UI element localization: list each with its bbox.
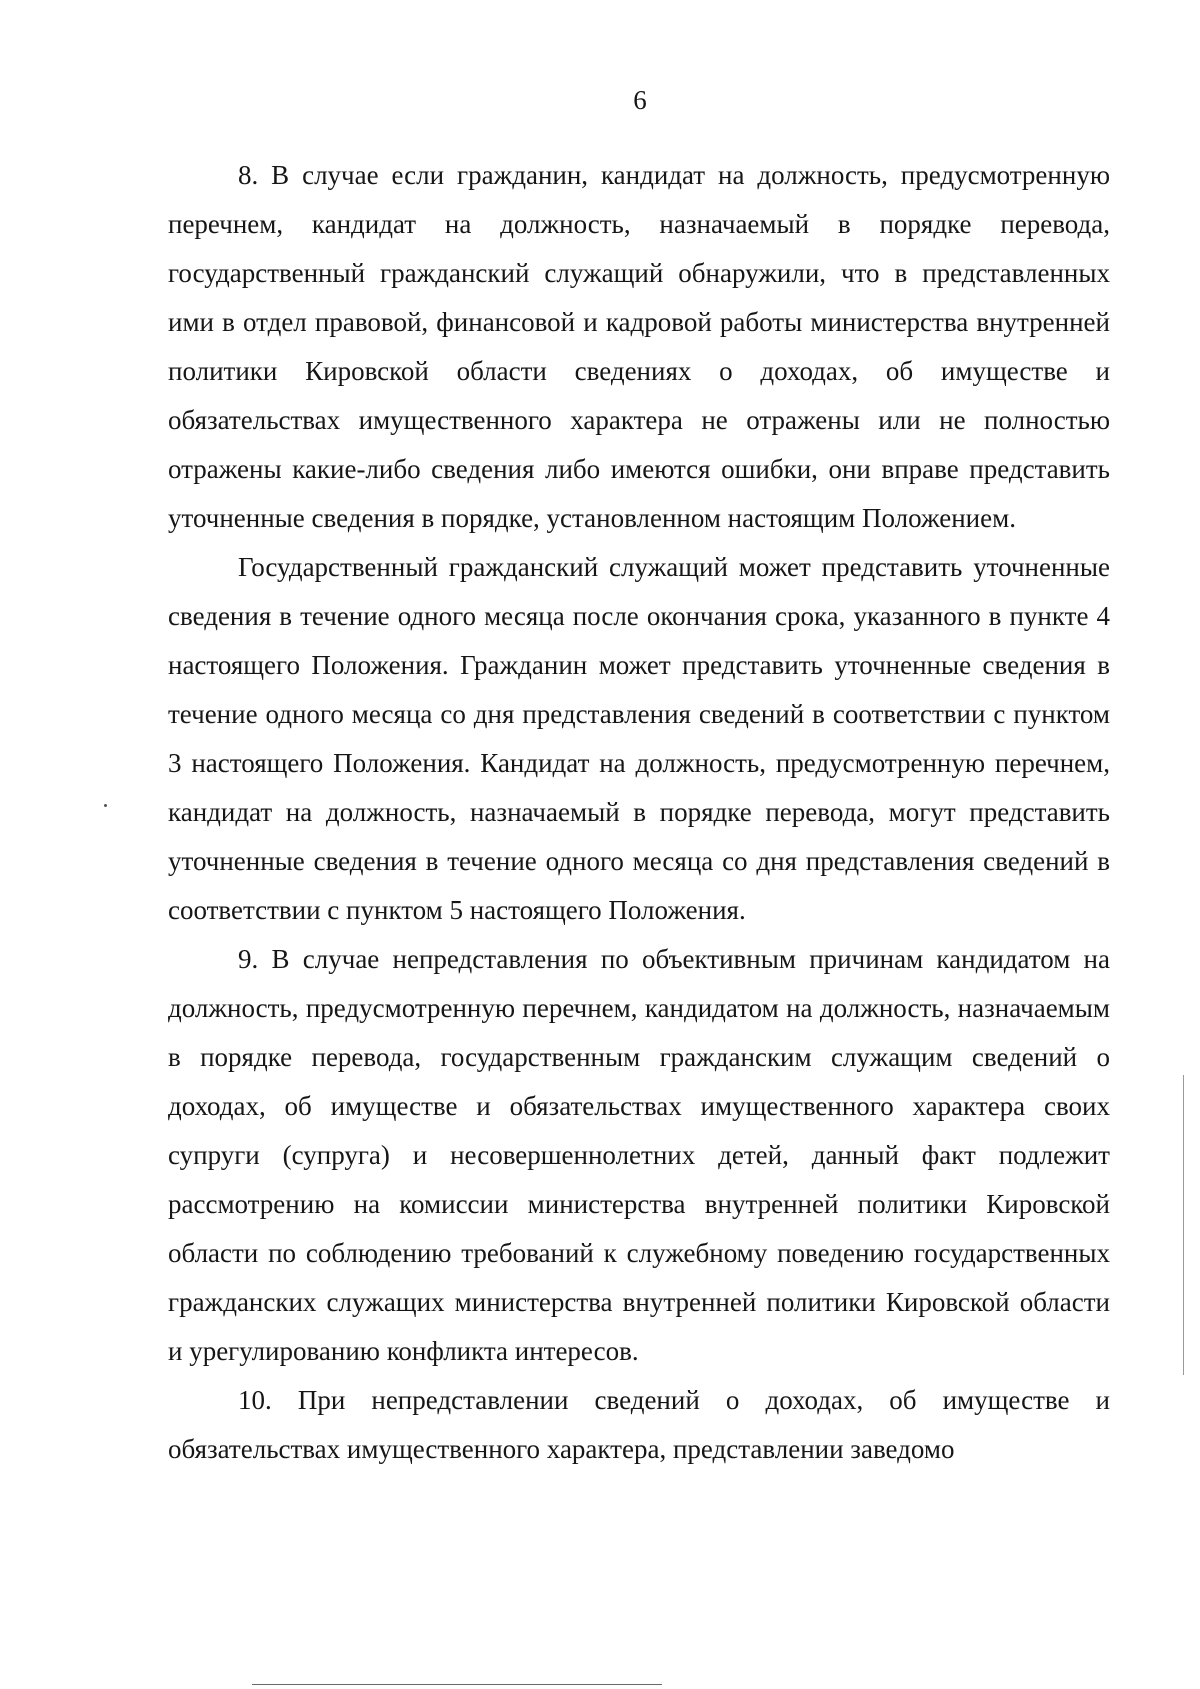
- scan-margin-line: [1183, 1075, 1184, 1375]
- paragraph-clause-10: 10. При непредставлении сведений о доходах, об имуществе и обязательствах имущественного характера, представлении заведомо: [168, 1385, 1110, 1464]
- paragraph-clause-9: 9. В случае непредставления по объективным причинам кандидатом на должность, предусмотренную перечнем, кандидатом на должность, назначаемым в порядке перевода, государственным гражданским служащим сведений о доходах, об имуществе и обязательствах имущественного характера своих супруги (супруга) и несовершеннолетних детей, данный факт подлежит рассмотрению на комиссии министерства внутренней политики Кировской области по соблюдению требований к служебному поведению государственных гражданских служащих министерства внутренней политики Кировской области и урегулированию конфликта интересов.: [168, 944, 1110, 1366]
- page-number: 6: [633, 85, 647, 115]
- footer-rule: [252, 1684, 662, 1685]
- document-body: [168, 151, 1110, 1474]
- scan-speck: [104, 804, 107, 807]
- paragraph-corrected-info-deadlines: Государственный гражданский служащий может представить уточненные сведения в течение одного месяца после окончания срока, указанного в пункте 4 настоящего Положения. Гражданин может представить уточненные сведения в течение одного месяца со дня представления сведений в соответствии с пунктом 3 настоящего Положения. Кандидат на должность, предусмотренную перечнем, кандидат на должность, назначаемый в порядке перевода, могут представить уточненные сведения в течение одного месяца со дня представления сведений в соответствии с пунктом 5 настоящего Положения.: [168, 552, 1110, 925]
- paragraph-clause-8: 8. В случае если гражданин, кандидат на должность, предусмотренную перечнем, кандидат на должность, назначаемый в порядке перевода, государственный гражданский служащий обнаружили, что в представленных ими в отдел правовой, финансовой и кадровой работы министерства внутренней политики Кировской области сведениях о доходах, об имуществе и обязательствах имущественного характера не отражены или не полностью отражены какие-либо сведения либо имеются ошибки, они вправе представить уточненные сведения в порядке, установленном настоящим Положением.: [168, 160, 1110, 533]
